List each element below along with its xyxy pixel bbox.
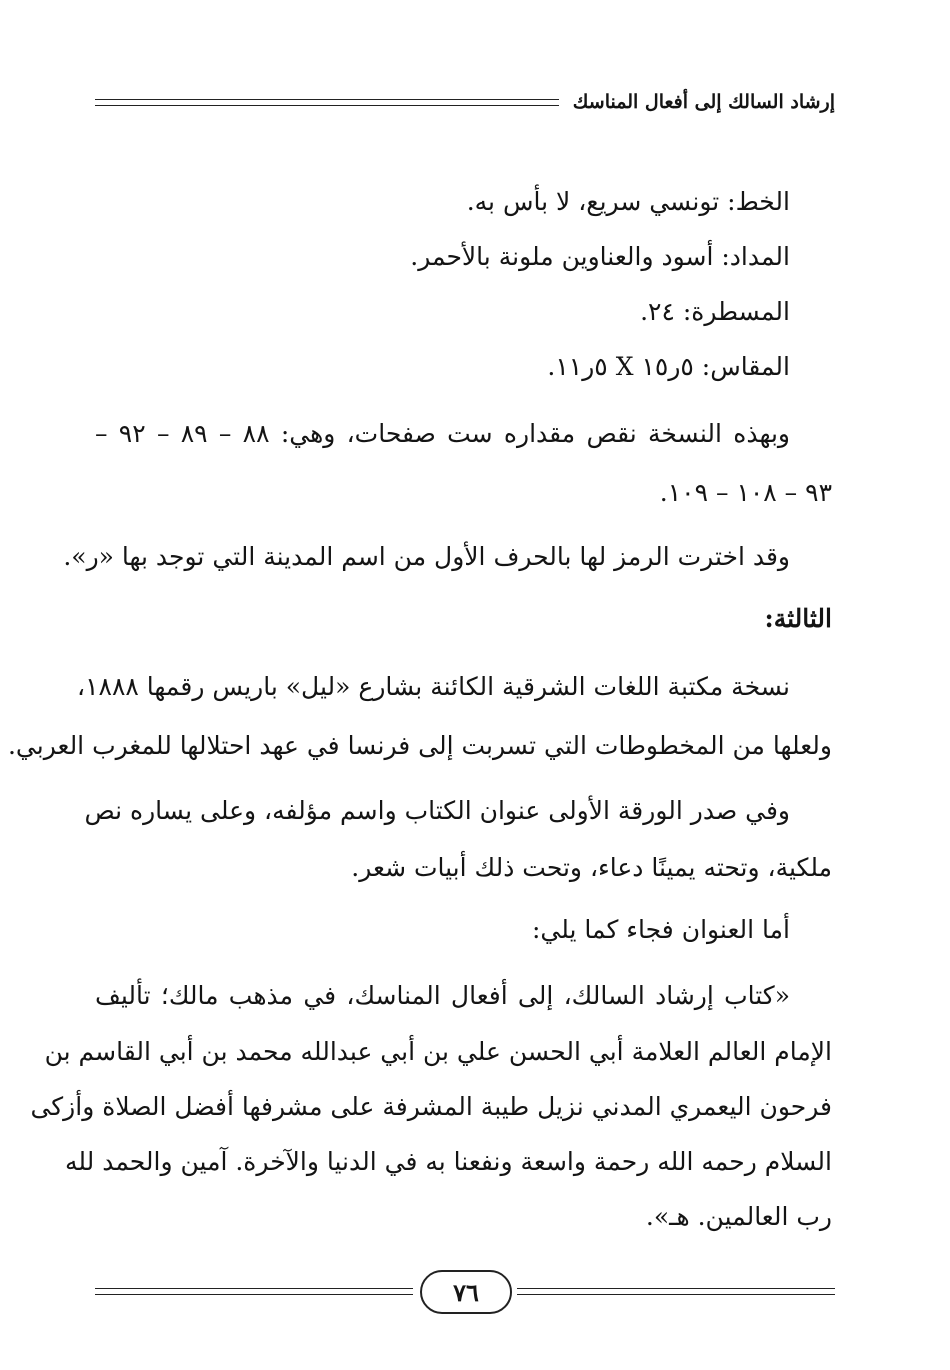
book-title: إرشاد السالك إلى أفعال المناسك (572, 91, 835, 113)
paragraph-2-line-1: وفي صدر الورقة الأولى عنوان الكتاب واسم مؤلفه، وعلى يساره نص (84, 796, 790, 825)
khat-line: الخط: تونسي سريع، لا بأس به. (466, 187, 790, 216)
missing-pages-line-1: وبهذه النسخة نقص مقداره ست صفحات، وهي: ٨٨ – ٨٩ – ٩٢ – (95, 419, 790, 448)
quote-line-3: فرحون اليعمري المدني نزيل طيبة المشرفة على مشرفها أفضل الصلاة وأزكى (30, 1092, 832, 1121)
paragraph-1-line-2: ولعلها من المخطوطات التي تسربت إلى فرنسا في عهد احتلالها للمغرب العربي. (7, 731, 832, 760)
mastara-line: المسطرة: ٢٤. (640, 297, 790, 326)
footer-rule-right (517, 1288, 835, 1295)
quote-line-2: الإمام العالم العلامة أبي الحسن علي بن أبي عبدالله محمد بن أبي القاسم بن (44, 1037, 832, 1066)
paragraph-3: أما العنوان فجاء كما يلي: (531, 915, 790, 944)
page-number: ٧٦ (420, 1270, 512, 1314)
quote-line-1: «كتاب إرشاد السالك، إلى أفعال المناسك، في مذهب مالك؛ تأليف (95, 981, 790, 1010)
header-double-rule (95, 99, 559, 106)
missing-pages-line-2: ٩٣ – ١٠٨ – ١٠٩. (659, 478, 832, 507)
section-heading: الثالثة: (764, 604, 832, 633)
running-header (95, 90, 835, 114)
footer-rule-left (95, 1288, 413, 1295)
quote-line-4: السلام رحمه الله رحمة واسعة ونفعنا به في الدنيا والآخرة. آمين والحمد لله (64, 1147, 832, 1176)
paragraph-2-line-2: ملكية، وتحته يمينًا دعاء، وتحت ذلك أبيات شعر. (351, 853, 832, 882)
quote-line-5: رب العالمين. هـ». (645, 1202, 832, 1231)
maqas-line: المقاس: ٥ر١٥ X ٥ر١١. (547, 352, 790, 381)
symbol-line: وقد اخترت الرمز لها بالحرف الأول من اسم المدينة التي توجد بها «ر». (63, 542, 790, 571)
paragraph-1-line-1: نسخة مكتبة اللغات الشرقية الكائنة بشارع «ليل» باريس رقمها ١٨٨٨، (77, 672, 790, 701)
page-footer (95, 1270, 835, 1314)
midad-line: المداد: أسود والعناوين ملونة بالأحمر. (410, 242, 790, 271)
